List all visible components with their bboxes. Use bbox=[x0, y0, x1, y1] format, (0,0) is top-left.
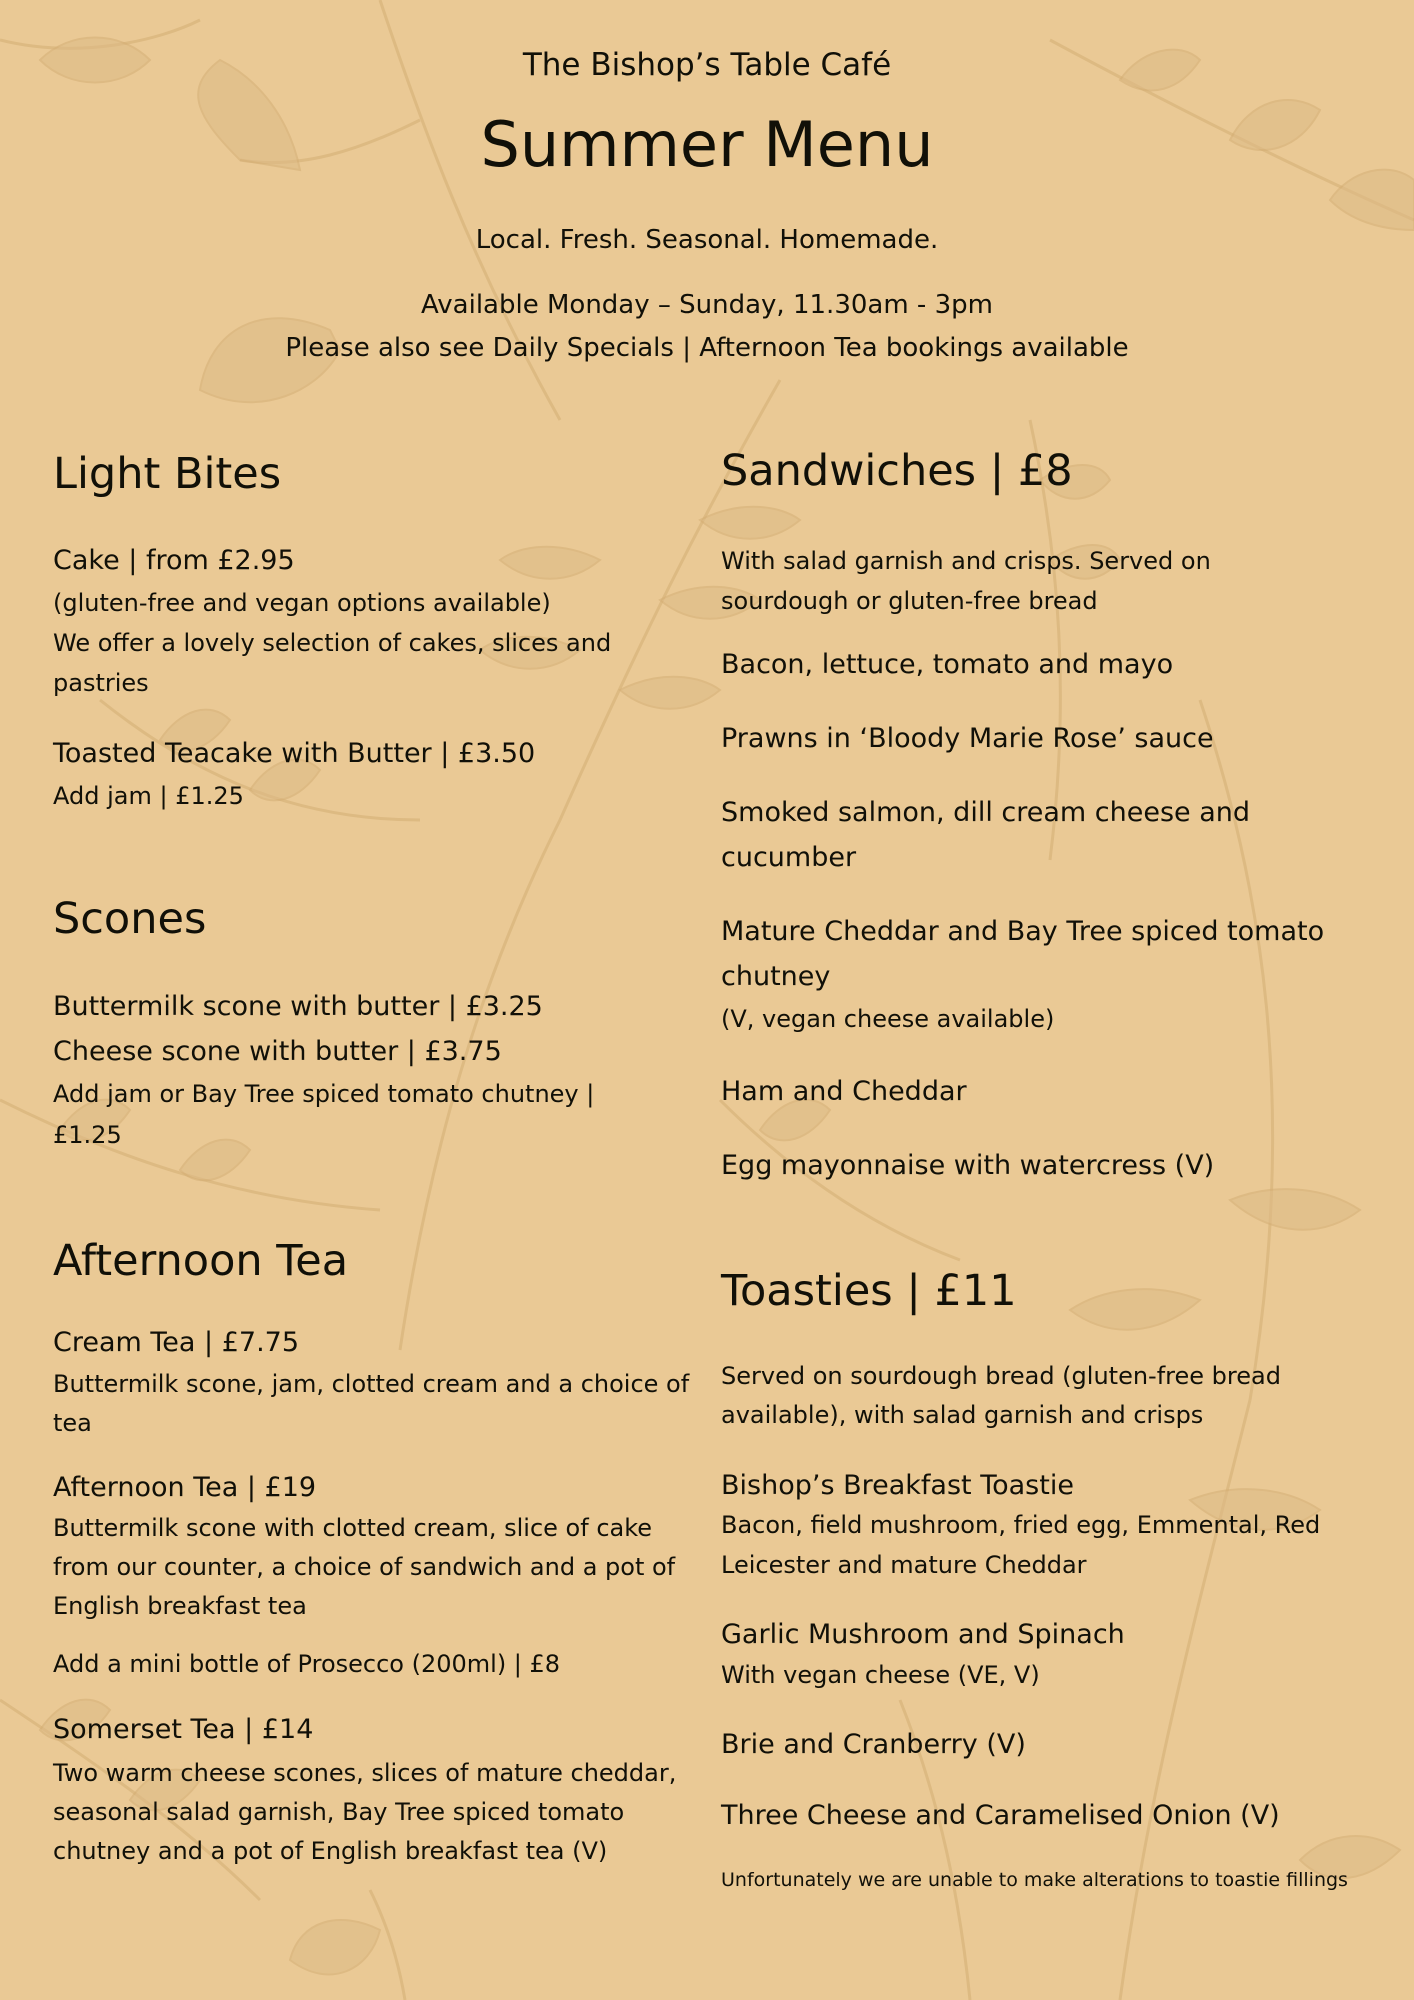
section-description: sourdough or gluten-free bread bbox=[721, 587, 1098, 615]
menu-item-sandwich: Mature Cheddar and Bay Tree spiced tomato bbox=[721, 916, 1325, 947]
section-heading-afternoon-tea: Afternoon Tea bbox=[53, 1236, 349, 1286]
menu-item-description: Buttermilk scone, jam, clotted cream and a choice of bbox=[53, 1370, 690, 1398]
menu-item-description: seasonal salad garnish, Bay Tree spiced tomato bbox=[53, 1798, 625, 1826]
menu-item-toastie: Garlic Mushroom and Spinach bbox=[721, 1619, 1125, 1650]
menu-item-sandwich: cucumber bbox=[721, 842, 857, 873]
section-description: available), with salad garnish and crisps bbox=[721, 1401, 1204, 1429]
menu-item-cream-tea: Cream Tea | £7.75 bbox=[53, 1327, 300, 1358]
section-description: Served on sourdough bread (gluten-free bread bbox=[721, 1362, 1281, 1390]
menu-item-description: from our counter, a choice of sandwich and a pot of bbox=[53, 1553, 676, 1581]
menu-item-note: (V, vegan cheese available) bbox=[721, 1005, 1055, 1033]
menu-item-sandwich: Egg mayonnaise with watercress (V) bbox=[721, 1150, 1215, 1181]
menu-item-description: pastries bbox=[53, 669, 149, 697]
section-description: With salad garnish and crisps. Served on bbox=[721, 547, 1211, 575]
menu-item-sandwich: Smoked salmon, dill cream cheese and bbox=[721, 797, 1251, 828]
menu-item-description: Two warm cheese scones, slices of mature cheddar, bbox=[53, 1759, 677, 1787]
menu-item-sandwich: chutney bbox=[721, 961, 831, 992]
menu-item-description: Leicester and mature Cheddar bbox=[721, 1551, 1087, 1579]
menu-item-description: chutney and a pot of English breakfast tea (V) bbox=[53, 1837, 608, 1865]
menu-item-description: Bacon, field mushroom, fried egg, Emmental, Red bbox=[721, 1511, 1321, 1539]
menu-title: Summer Menu bbox=[480, 108, 934, 181]
menu-item-toastie: Brie and Cranberry (V) bbox=[721, 1729, 1026, 1760]
menu-item-description: With vegan cheese (VE, V) bbox=[721, 1661, 1040, 1689]
menu-item-teacake: Toasted Teacake with Butter | £3.50 bbox=[53, 738, 536, 769]
toasties-footnote: Unfortunately we are unable to make alterations to toastie fillings bbox=[721, 1869, 1348, 1891]
menu-item-addon: Add jam | £1.25 bbox=[53, 782, 244, 810]
menu-item-afternoon-tea: Afternoon Tea | £19 bbox=[53, 1472, 317, 1503]
menu-item-cake: Cake | from £2.95 bbox=[53, 545, 295, 576]
menu-item-sandwich: Bacon, lettuce, tomato and mayo bbox=[721, 649, 1174, 680]
menu-item-toastie: Bishop’s Breakfast Toastie bbox=[721, 1470, 1074, 1501]
menu-item-description: tea bbox=[53, 1409, 92, 1437]
menu-item-description: Buttermilk scone with clotted cream, slice of cake bbox=[53, 1514, 653, 1542]
section-heading-light-bites: Light Bites bbox=[53, 449, 282, 499]
menu-item-cheese-scone: Cheese scone with butter | £3.75 bbox=[53, 1036, 502, 1067]
specials-and-bookings-note: Please also see Daily Specials | Afternoon Tea bookings available bbox=[285, 333, 1129, 363]
menu-item-note: (gluten-free and vegan options available) bbox=[53, 589, 551, 617]
availability-hours: Available Monday – Sunday, 11.30am - 3pm bbox=[421, 290, 993, 320]
menu-item-description: English breakfast tea bbox=[53, 1592, 307, 1620]
menu-item-sandwich: Ham and Cheddar bbox=[721, 1076, 967, 1107]
menu-item-sandwich: Prawns in ‘Bloody Marie Rose’ sauce bbox=[721, 723, 1214, 754]
tagline: Local. Fresh. Seasonal. Homemade. bbox=[475, 225, 939, 255]
section-heading-scones: Scones bbox=[53, 894, 207, 944]
section-heading-toasties: Toasties | £11 bbox=[721, 1266, 1017, 1316]
menu-item-toastie: Three Cheese and Caramelised Onion (V) bbox=[721, 1800, 1280, 1831]
menu-item-addon: Add jam or Bay Tree spiced tomato chutney | bbox=[53, 1080, 595, 1108]
menu-item-somerset-tea: Somerset Tea | £14 bbox=[53, 1714, 314, 1745]
section-heading-sandwiches: Sandwiches | £8 bbox=[721, 446, 1073, 496]
menu-item-prosecco-addon: Add a mini bottle of Prosecco (200ml) | £8 bbox=[53, 1650, 561, 1678]
menu-item-buttermilk-scone: Buttermilk scone with butter | £3.25 bbox=[53, 991, 543, 1022]
menu-item-description: We offer a lovely selection of cakes, slices and bbox=[53, 629, 612, 657]
menu-item-addon: £1.25 bbox=[53, 1121, 122, 1149]
cafe-name: The Bishop’s Table Café bbox=[522, 47, 892, 83]
